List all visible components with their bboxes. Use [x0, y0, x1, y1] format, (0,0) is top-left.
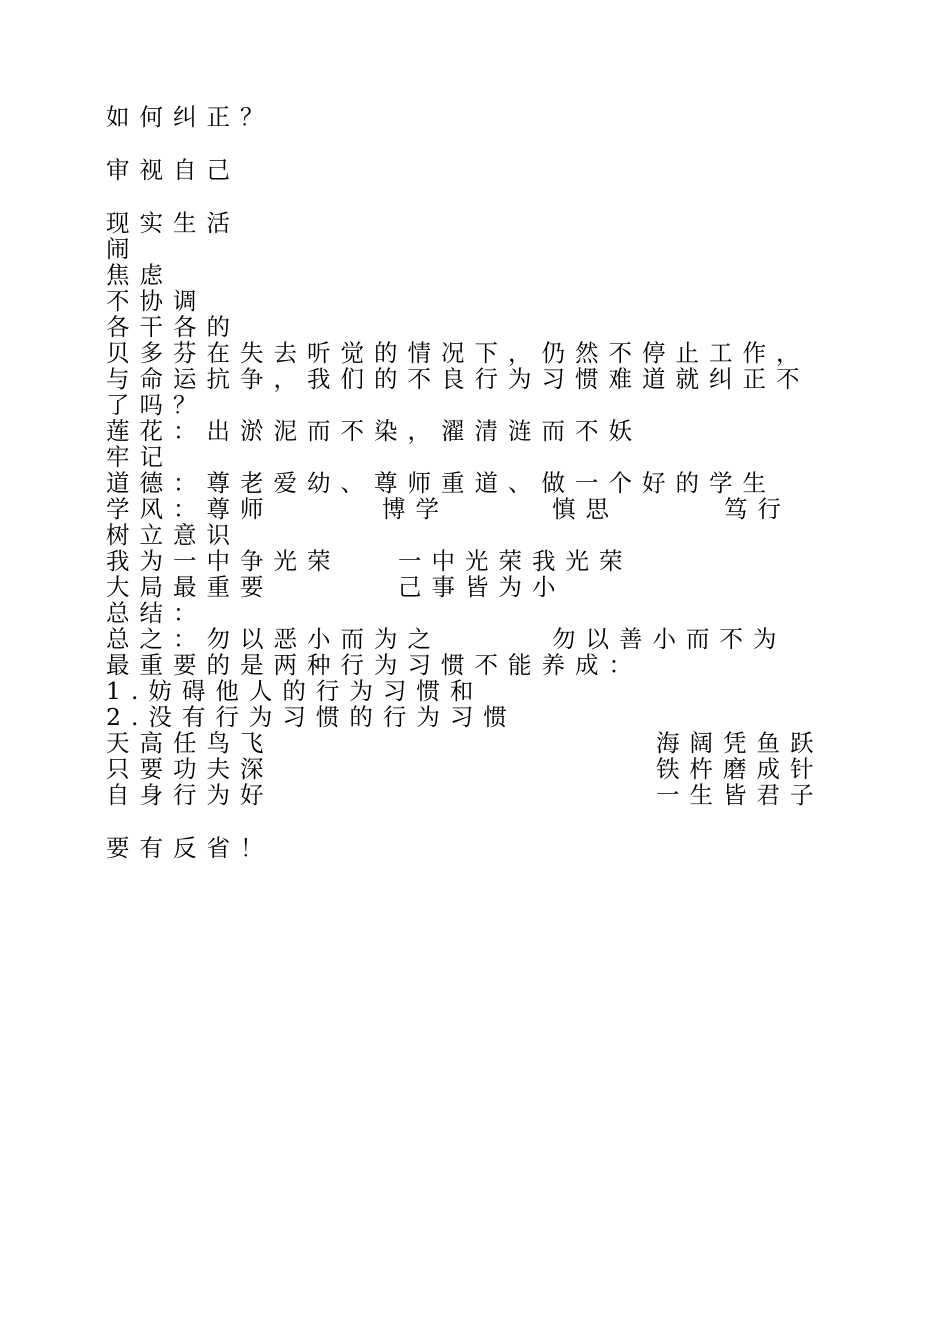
- text-reflect: 要有反省！: [106, 834, 274, 862]
- text-remember: 牢记: [106, 443, 173, 471]
- slogan-glory-left: 我为一中争光荣: [106, 547, 341, 575]
- text-anxiety: 焦虑: [106, 261, 173, 289]
- couplet-3-right: 一生皆君子: [656, 781, 824, 809]
- study-style-shensi: 慎思: [552, 495, 619, 523]
- couplet-2-right: 铁杵磨成针: [656, 755, 824, 783]
- couplet-2-left: 只要功夫深: [106, 755, 274, 783]
- study-style-label: 学风：尊师: [106, 495, 274, 523]
- list-item-1: 1.妨碍他人的行为习惯和: [106, 677, 484, 705]
- text-establish-awareness: 树立意识: [106, 521, 240, 549]
- in-short-left: 总之：勿以恶小而为之: [106, 625, 441, 653]
- paragraph-beethoven-line-2: 与命运抗争，我们的不良行为习惯难道就纠正不: [106, 365, 810, 393]
- text-uncoordinated: 不协调: [106, 287, 207, 315]
- slogan-overall-left: 大局最重要: [106, 573, 274, 601]
- couplet-1-left: 天高任鸟飞: [106, 729, 274, 757]
- study-style-duxing: 笃行: [724, 495, 791, 523]
- list-item-2: 2.没有行为习惯的行为习惯: [106, 703, 517, 731]
- text-summary-label: 总结：: [106, 599, 207, 627]
- text-lotus: 莲花：出淤泥而不染，濯清涟而不妖: [106, 417, 642, 445]
- paragraph-beethoven-line-1: 贝多芬在失去听觉的情况下，仍然不停止工作，: [106, 339, 810, 367]
- text-real-life: 现实生活: [106, 209, 240, 237]
- paragraph-beethoven-line-3: 了吗？: [106, 391, 207, 419]
- heading-how-to-correct: 如何纠正？: [106, 103, 274, 131]
- slogan-glory-right: 一中光荣我光荣: [398, 547, 633, 575]
- in-short-right: 勿以善小而不为: [552, 625, 787, 653]
- text-most-important: 最重要的是两种行为习惯不能养成：: [106, 651, 642, 679]
- heading-self-examine: 审视自己: [106, 156, 240, 184]
- couplet-1-right: 海阔凭鱼跃: [656, 729, 824, 757]
- text-each-own: 各干各的: [106, 313, 240, 341]
- study-style-boxue: 博学: [382, 495, 449, 523]
- text-morality: 道德：尊老爱幼、尊师重道、做一个好的学生: [106, 469, 776, 497]
- text-nao: 闹: [106, 235, 140, 263]
- couplet-3-left: 自身行为好: [106, 781, 274, 809]
- slogan-overall-right: 己事皆为小: [398, 573, 566, 601]
